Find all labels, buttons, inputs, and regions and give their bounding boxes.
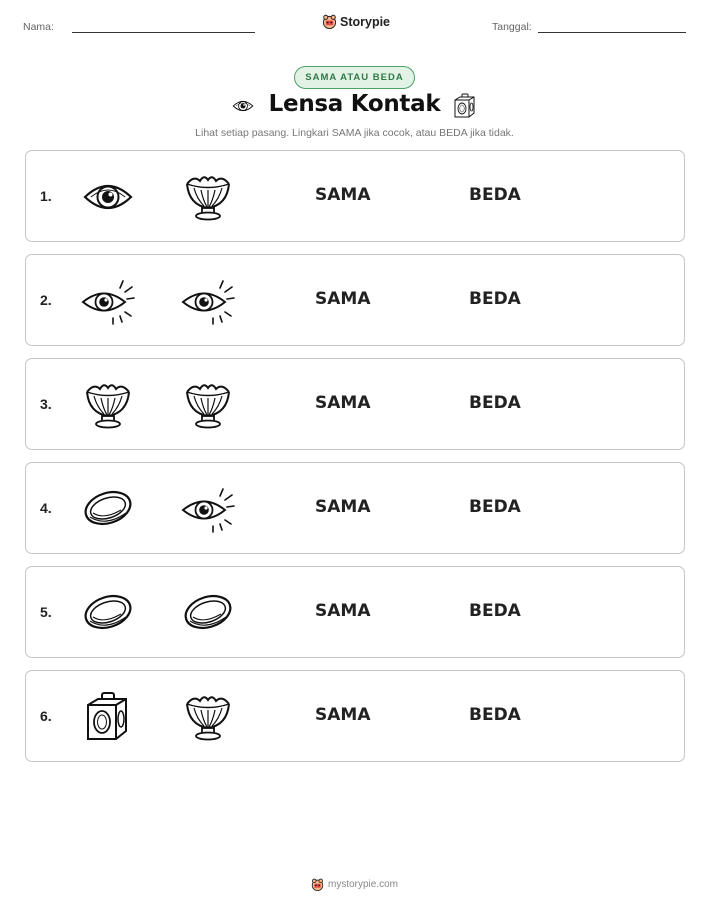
footer-url: mystorypie.com xyxy=(327,879,398,890)
question-number: 2. xyxy=(40,292,52,308)
bowl-icon xyxy=(180,691,236,743)
question-row xyxy=(25,462,685,554)
lens-icon xyxy=(80,483,136,535)
same-option[interactable]: SAMA xyxy=(315,393,371,413)
bowl-icon xyxy=(180,379,236,431)
eye-sparkle-icon xyxy=(180,275,236,327)
instructions: Lihat setiap pasang. Lingkari SAMA jika cocok, atau BEDA jika tidak. xyxy=(195,127,514,139)
same-option[interactable]: SAMA xyxy=(315,601,371,621)
lens-icon xyxy=(180,587,236,639)
date-label: Tanggal: xyxy=(492,21,532,33)
different-option[interactable]: BEDA xyxy=(469,497,521,517)
question-number: 3. xyxy=(40,396,52,412)
brand-name: Storypie xyxy=(340,14,391,29)
brand-logo xyxy=(322,14,390,29)
bowl-icon xyxy=(80,379,136,431)
question-number: 6. xyxy=(40,708,52,724)
different-option[interactable]: BEDA xyxy=(469,393,521,413)
name-input-line[interactable] xyxy=(72,32,255,33)
footer xyxy=(0,878,709,891)
lens-icon xyxy=(80,587,136,639)
different-option[interactable]: BEDA xyxy=(469,705,521,725)
same-option[interactable]: SAMA xyxy=(315,185,371,205)
worksheet-header xyxy=(0,0,709,50)
different-option[interactable]: BEDA xyxy=(469,289,521,309)
question-row xyxy=(25,150,685,242)
question-number: 4. xyxy=(40,500,52,516)
mascot-icon xyxy=(311,878,324,891)
question-row xyxy=(25,254,685,346)
question-row xyxy=(25,670,685,762)
question-row xyxy=(25,358,685,450)
different-option[interactable]: BEDA xyxy=(469,601,521,621)
lens-case-icon xyxy=(80,691,136,743)
bowl-icon xyxy=(180,171,236,223)
eye-icon xyxy=(80,171,136,223)
same-option[interactable]: SAMA xyxy=(315,705,371,725)
same-option[interactable]: SAMA xyxy=(315,497,371,517)
lens-case-icon xyxy=(451,92,479,120)
question-number: 5. xyxy=(40,604,52,620)
mascot-icon xyxy=(322,14,337,29)
name-label: Nama: xyxy=(23,21,54,33)
eye-sparkle-icon xyxy=(80,275,136,327)
same-option[interactable]: SAMA xyxy=(315,289,371,309)
question-row xyxy=(25,566,685,658)
question-number: 1. xyxy=(40,188,52,204)
title-row xyxy=(0,89,709,125)
date-input-line[interactable] xyxy=(538,32,686,33)
different-option[interactable]: BEDA xyxy=(469,185,521,205)
activity-badge: SAMA ATAU BEDA xyxy=(294,66,415,89)
eye-sparkle-icon xyxy=(180,483,236,535)
page-title: Lensa Kontak xyxy=(268,91,441,117)
